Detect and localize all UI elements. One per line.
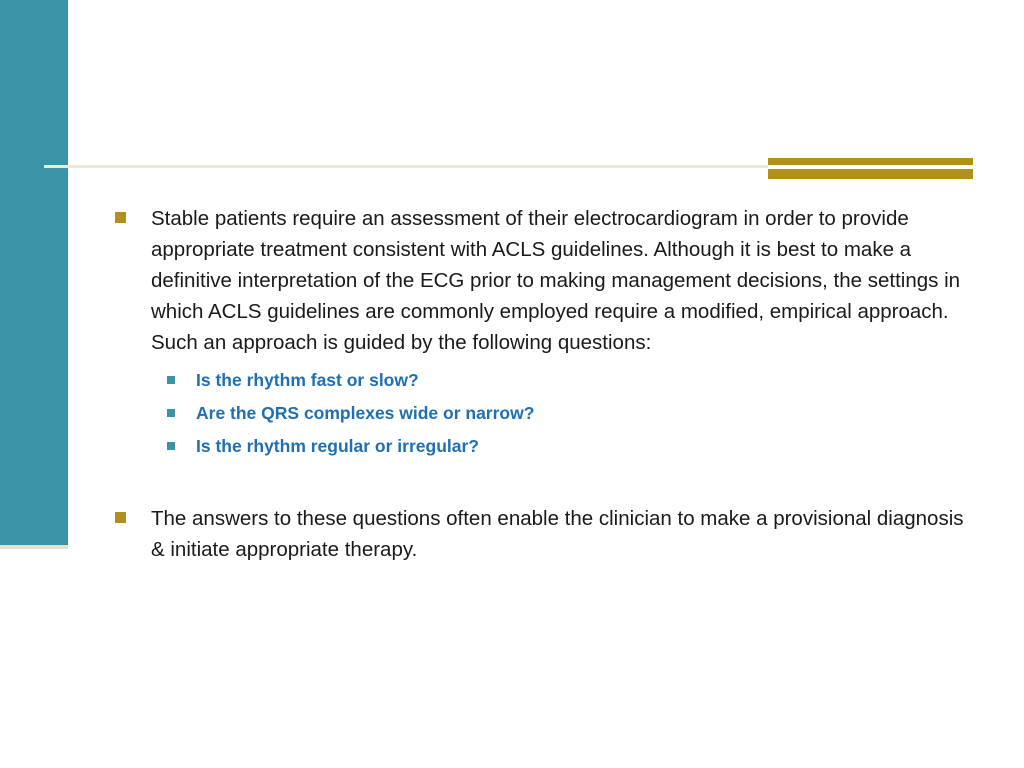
sub-bullet-text: Are the QRS complexes wide or narrow? (196, 403, 535, 423)
sub-bullet-qrs-width (112, 397, 970, 430)
sub-bullet-text: Is the rhythm fast or slow? (196, 370, 419, 390)
slide-body (112, 203, 970, 565)
square-bullet-icon (167, 376, 175, 384)
sub-bullet-rate (112, 364, 970, 397)
bullet-text: Stable patients require an assessment of their electrocardiogram in order to provide appropriate treatment consistent with ACLS guidelines. Although it is best to make a definitive interpretation of the ECG prior to making management decisions, the settings in which ACLS guidelines are commonly employed require a modified, empirical approach. Such an approach is guided by the following questions: (151, 207, 961, 354)
bullet-answers (112, 503, 970, 565)
square-bullet-icon (115, 212, 126, 223)
square-bullet-icon (167, 442, 175, 450)
sub-bullet-list (112, 364, 970, 463)
header-rule-thin (44, 165, 768, 168)
bullet-gap (112, 463, 970, 503)
sub-bullet-text: Is the rhythm regular or irregular? (196, 436, 479, 456)
header-rule-gold-bottom (768, 169, 973, 179)
square-bullet-icon (115, 512, 126, 523)
left-accent-bar (0, 0, 68, 545)
header-rule-gold-top (768, 158, 973, 165)
left-accent-bar-shadow (0, 545, 68, 549)
bullet-stable-patients (112, 203, 970, 358)
bullet-text: The answers to these questions often enable the clinician to make a provisional diagnosis & initiate appropriate therapy. (151, 507, 964, 561)
sub-bullet-regularity (112, 430, 970, 463)
square-bullet-icon (167, 409, 175, 417)
